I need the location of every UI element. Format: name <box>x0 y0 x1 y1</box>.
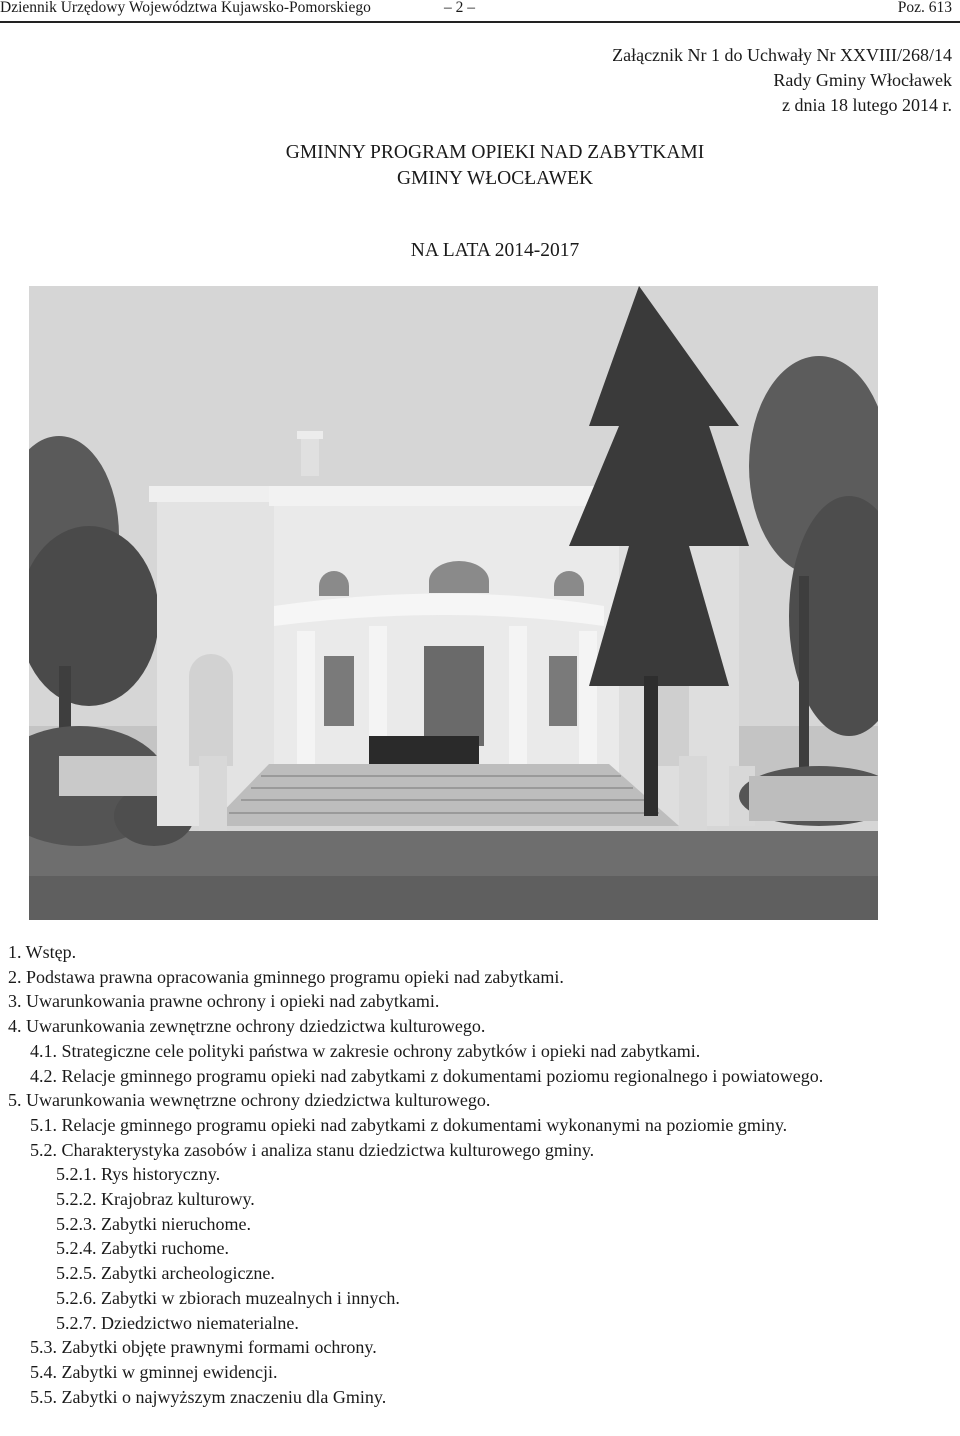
toc-item: 5.2.1. Rys historyczny. <box>56 1164 221 1185</box>
toc-item: 5.2.2. Krajobraz kulturowy. <box>56 1189 255 1210</box>
journal-name: Dziennik Urzędowy Województwa Kujawsko-Pomorskiego <box>0 0 371 16</box>
toc-item: 1. Wstęp. <box>8 942 77 962</box>
toc-item: 5.2.3. Zabytki nieruchome. <box>56 1213 251 1234</box>
annex-note <box>612 43 952 118</box>
toc-item: 4.2. Relacje gminnego programu opieki nad zabytkami z dokumentami poziomu regionalnego i powiatowego. <box>30 1065 824 1086</box>
annex-line: Rady Gminy Włocławek <box>773 70 952 90</box>
toc-item: 3. Uwarunkowania prawne ochrony i opieki nad zabytkami. <box>8 991 440 1012</box>
annex-line: Załącznik Nr 1 do Uchwały Nr XXVIII/268/14 <box>612 45 952 65</box>
document-subtitle: GMINY WŁOCŁAWEK <box>396 168 594 189</box>
toc-item: 5.2.5. Zabytki archeologiczne. <box>56 1263 275 1284</box>
toc-item: 4.1. Strategiczne cele polityki państwa w zakresie ochrony zabytków i opieki nad zabytkami. <box>30 1040 701 1061</box>
table-of-contents <box>8 940 958 1409</box>
toc-item: 5.2. Charakterystyka zasobów i analiza stanu dziedzictwa kulturowego gminy. <box>30 1139 595 1160</box>
toc-item: 5.4. Zabytki w gminnej ewidencji. <box>30 1361 278 1382</box>
toc-item: 2. Podstawa prawna opracowania gminnego programu opieki nad zabytkami. <box>8 966 564 987</box>
document-period: NA LATA 2014-2017 <box>410 240 580 261</box>
position-number: Poz. 613 <box>897 0 952 16</box>
page-header <box>0 0 960 22</box>
page-number: – 2 – <box>444 0 475 16</box>
toc-item: 5.3. Zabytki objęte prawnymi formami ochrony. <box>30 1337 377 1358</box>
document-title: GMINNY PROGRAM OPIEKI NAD ZABYTKAMI <box>285 142 705 163</box>
toc-item: 5.2.6. Zabytki w zbiorach muzealnych i innych. <box>56 1287 400 1308</box>
toc-item: 5.1. Relacje gminnego programu opieki nad zabytkami z dokumentami wykonanymi na poziomie gminy. <box>30 1114 788 1135</box>
toc-item: 5. Uwarunkowania wewnętrzne ochrony dziedzictwa kulturowego. <box>8 1090 491 1111</box>
toc-item: 4. Uwarunkowania zewnętrzne ochrony dziedzictwa kulturowego. <box>8 1016 486 1037</box>
annex-line: z dnia 18 lutego 2014 r. <box>782 95 952 115</box>
toc-item: 5.5. Zabytki o najwyższym znaczeniu dla Gminy. <box>30 1386 387 1407</box>
toc-item: 5.2.4. Zabytki ruchome. <box>56 1238 229 1259</box>
header-rule <box>0 21 960 23</box>
manor-house-photo <box>29 286 878 920</box>
toc-item: 5.2.7. Dziedzictwo niematerialne. <box>56 1312 299 1333</box>
